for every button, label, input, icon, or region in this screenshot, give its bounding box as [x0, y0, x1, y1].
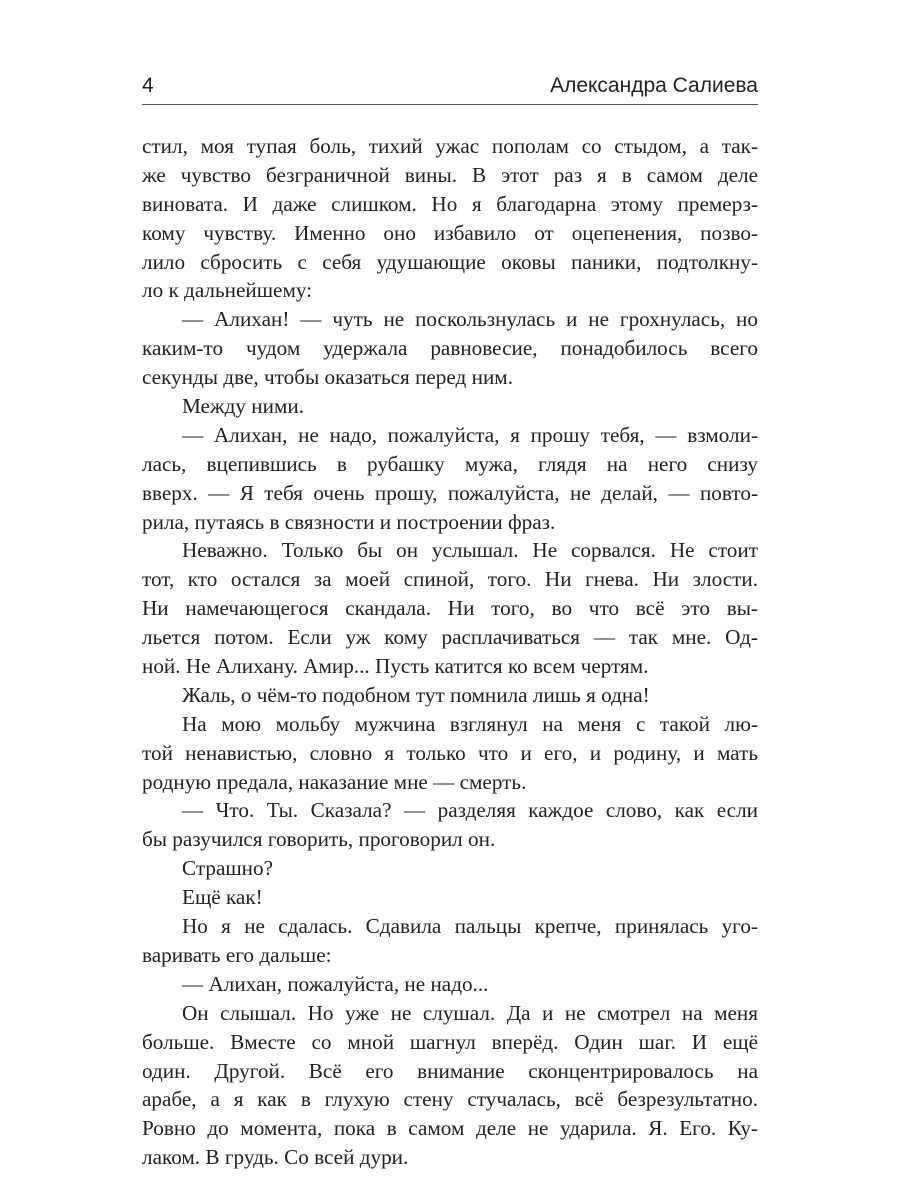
text-line: Неважно. Только бы он услышал. Не сорвался. Не стоит — [182, 538, 758, 563]
text-line: рила, путаясь в связности и построении фраз. — [142, 509, 556, 534]
text-line: стил, моя тупая боль, тихий ужас пополам со стыдом, а так- — [142, 134, 758, 158]
text-line: лась, вцепившись в рубашку мужа, глядя на него снизу — [142, 451, 758, 476]
text-line: ло к дальнейшему: — [142, 278, 313, 303]
text-line: тот, кто остался за моей спиной, того. Ни гнева. Ни злости. — [142, 567, 758, 592]
text-line: кому чувству. Именно оно избавило от оцепенения, позво- — [142, 220, 758, 245]
text-line: Он слышал. Но уже не слушал. Да и не смотрел на меня — [182, 1000, 758, 1025]
text-line: Но я не сдалась. Сдавила пальцы крепче, принялась уго- — [182, 914, 758, 939]
text-line: каким-то чудом удержала равновесие, понадобилось всего — [142, 336, 758, 361]
text-line: же чувство безграничной вины. В этот раз я в самом деле — [142, 162, 758, 187]
text-line: секунды две, чтобы оказаться перед ним. — [142, 365, 513, 390]
text-line: — Алихан, пожалуйста, не надо... — [182, 971, 489, 996]
text-line: варивать его дальше: — [142, 942, 332, 967]
body-text — [142, 132, 758, 1172]
text-line: Ровно до момента, пока в самом деле не ударила. Я. Его. Ку- — [142, 1116, 758, 1141]
text-line: арабе, а я как в глухую стену стучалась, всё безрезультатно. — [142, 1087, 758, 1112]
text-line: Страшно? — [182, 856, 274, 881]
text-line: ной. Не Алихану. Амир... Пусть катится ко всем чертям. — [142, 654, 649, 679]
text-line: той ненавистью, словно я только что и его, и родину, и мать — [142, 740, 758, 765]
text-line: — Алихан! — чуть не поскользнулась и не грохнулась, но — [182, 307, 758, 332]
text-line: родную предала, наказание мне — смерть. — [142, 769, 527, 794]
text-line: один. Другой. Всё его внимание сконцентрировалось на — [142, 1058, 758, 1083]
text-line: — Алихан, не надо, пожалуйста, я прошу тебя, — взмоли- — [182, 422, 758, 447]
author-running-head: Александра Салиева — [550, 74, 758, 97]
text-line: Ни намечающегося скандала. Ни того, во что всё это вы- — [142, 596, 758, 621]
text-line: льется потом. Если уж кому расплачиваться — так мне. Од- — [142, 625, 758, 650]
text-line: Между ними. — [182, 394, 304, 419]
text-line: — Что. Ты. Сказала? — разделяя каждое слово, как если — [182, 798, 758, 823]
text-line: больше. Вместе со мной шагнул вперёд. Один шаг. И ещё — [142, 1029, 758, 1054]
text-line: Жаль, о чём-то подобном тут помнила лишь я одна! — [182, 682, 650, 707]
text-line: бы разучился говорить, проговорил он. — [142, 827, 496, 852]
text-line: виновата. И даже слишком. Но я благодарна этому премерз- — [142, 191, 758, 216]
text-line: лаком. В грудь. Со всей дури. — [142, 1145, 409, 1170]
page-number: 4 — [142, 74, 154, 97]
page-header — [142, 72, 758, 105]
text-line: лило сбросить с себя удушающие оковы паники, подтолкну- — [142, 249, 758, 274]
text-line: Ещё как! — [182, 885, 263, 910]
text-line: На мою мольбу мужчина взглянул на меня с такой лю- — [182, 711, 758, 736]
text-line: вверх. — Я тебя очень прошу, пожалуйста, не делай, — повто- — [142, 480, 758, 505]
